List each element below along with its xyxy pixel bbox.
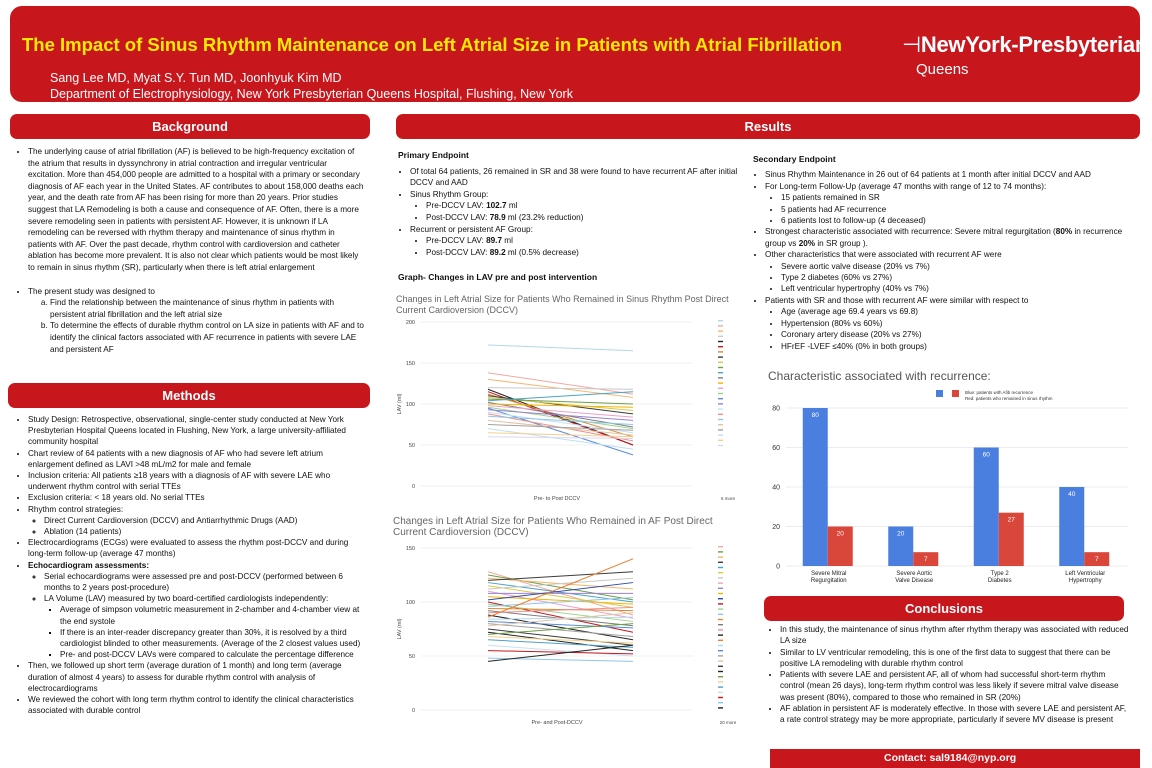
legend-swatch: [718, 619, 723, 620]
bar-value-label: 40: [1068, 491, 1076, 498]
methods-subitem: ◦ Direct Current Cardioversion (DCCV) and Antiarrhythmic Drugs (AAD): [44, 515, 364, 526]
legend-swatch-blue: [936, 390, 943, 397]
secondary-endpoint: [753, 154, 1138, 352]
legend-swatch: [718, 336, 723, 337]
conclusion-item: • In this study, the maintenance of sinus rhythm after rhythm therapy was associated with reduced LA size: [780, 624, 1130, 647]
legend-swatch: [718, 593, 723, 594]
legend-swatch: [718, 671, 723, 672]
secondary-subitem: • Age (average age 69.4 years vs 69.8): [781, 306, 1138, 317]
secondary-subitem: • 6 patients lost to follow-up (4 deceased): [781, 215, 1138, 226]
x-tick-label: Valve Disease: [895, 578, 934, 584]
chart2-line-chart: [393, 540, 738, 736]
y-axis-label: LAV (ml): [397, 393, 403, 415]
conclusion-item: • Similar to LV ventricular remodeling, this is one of the first data to suggest that there can be positive LA remodeling with durable rhythm control: [780, 647, 1130, 670]
legend-text-blue: Blue: patients with Afib recurrence: [965, 390, 1034, 395]
y-tick-label: 150: [405, 546, 415, 552]
conclusion-item: • Patients with severe LAE and persistent AF, all of whom had successful short-term rhythm control (mean 26 days), long-term rhythm control was less likely if severe mitral valve disease was present (80%), compared to those who remained in SR (20%): [780, 669, 1130, 703]
legend-swatch: [718, 440, 723, 441]
y-tick-label: 100: [405, 402, 415, 408]
secondary-item: • Sinus Rhythm Maintenance in 26 out of 64 patients at 1 month after initial DCCV and AAD: [765, 169, 1138, 180]
legend-swatch: [718, 429, 723, 430]
legend-swatch: [718, 414, 723, 415]
logo-mark-icon: ⊣: [902, 32, 921, 57]
legend-swatch: [718, 650, 723, 651]
secondary-subitem: • Severe aortic valve disease (20% vs 7%): [781, 261, 1138, 272]
methods-subsubitem: ▪ If there is an inter-reader discrepancy greater than 30%, it is resolved by a third cardiologist blinded to other measurements. (Average of the 2 closest values used): [60, 627, 364, 649]
series-line: [488, 373, 633, 394]
bar-value-label: 20: [836, 530, 844, 538]
methods-item: • Exclusion criteria: < 18 years old. No serial TTEs: [28, 492, 364, 503]
methods-item: • We reviewed the cohort with long term rhythm control to identify the clinical characteristics associated with durable control: [28, 694, 364, 716]
legend-swatch: [718, 346, 723, 347]
legend-swatch: [718, 393, 723, 394]
legend-swatch: [718, 608, 723, 609]
poster-header: [10, 6, 1149, 102]
series-line: [488, 392, 633, 401]
methods-subitem: ◦ LA Volume (LAV) measured by two board-certified cardiologists independently: ▪ Average of simpson volumetric measurement in 2-chamber and 4-chamber view at the end systole ▪ If there is an inter-reader discrepancy greater than 30%, it is resolved by a third cardiologist blinded to other measurements. (Average of the 2 closest values used) ▪ Pre- and post-DCCV LAVs were compared to calculate the percentage difference: [44, 593, 364, 660]
y-tick-label: 0: [411, 708, 415, 714]
legend-swatch: [718, 577, 723, 578]
secondary-subitem: • HFrEF -LVEF ≤40% (0% in both groups): [781, 341, 1138, 352]
legend-swatch: [718, 645, 723, 646]
x-tick-label: Hypertrophy: [1068, 578, 1102, 584]
affiliation: Department of Electrophysiology, New York Presbyterian Queens Hospital, Flushing, New York: [50, 87, 573, 101]
y-tick-label: 150: [405, 361, 415, 367]
results-heading: Results: [396, 114, 1140, 139]
legend-swatch: [718, 551, 723, 552]
primary-item: • Of total 64 patients, 26 remained in SR and 38 were found to have recurrent AF after initial DCCV and AAD: [410, 166, 738, 189]
y-tick-label: 80: [772, 405, 780, 413]
methods-heading: Methods: [8, 383, 370, 408]
bar-value-label: 20: [897, 530, 905, 538]
y-tick-label: 100: [405, 600, 415, 606]
methods-subitem: ◦ Serial echocardiograms were assessed pre and post-DCCV (performed between 6 months to 2 years post-procedure): [44, 571, 364, 593]
legend-swatch: [718, 351, 723, 352]
x-tick-label: Severe Mitral: [811, 571, 847, 577]
methods-subsubitem: ▪ Average of simpson volumetric measurement in 2-chamber and 4-chamber view at the end systole: [60, 604, 364, 626]
legend-swatch: [718, 598, 723, 599]
aim-a: a. Find the relationship between the maintenance of sinus rhythm in patients with persistent atrial fibrillation and the left atrial size: [50, 297, 364, 320]
legend-swatch: [718, 330, 723, 331]
legend-swatch: [718, 697, 723, 698]
legend-swatch: [718, 562, 723, 563]
legend-swatch: [718, 434, 723, 435]
series-line: [488, 345, 633, 351]
authors: Sang Lee MD, Myat S.Y. Tun MD, Joonhyuk Kim MD: [50, 71, 342, 85]
legend-swatch: [718, 660, 723, 661]
secondary-item: • Other characteristics that were associated with recurrent AF were • Severe aortic valve disease (20% vs 7%) • Type 2 diabetes (60% vs 27%) • Left ventricular hypertrophy (40% vs 7%): [765, 249, 1138, 295]
bar: [803, 408, 828, 566]
background-text: [16, 146, 364, 355]
secondary-item: • For Long-term Follow-Up (average 47 months with range of 12 to 74 months): • 15 patients remained in SR • 5 patients had AF recurrence • 6 patients lost to follow-up (4 deceased): [765, 181, 1138, 227]
secondary-item: • Strongest characteristic associated with recurrence: Severe mitral regurgitation (80% in recurrence group vs 20% in SR group ).: [765, 226, 1138, 249]
methods-item: • Rhythm control strategies: ◦ Direct Current Cardioversion (DCCV) and Antiarrhythmic Drugs (AAD) ◦ Ablation (14 patients): [28, 504, 364, 538]
legend-swatch: [718, 567, 723, 568]
chart2-title: Changes in Left Atrial Size for Patients Who Remained in AF Post Direct Current Cardioversion (DCCV): [393, 516, 713, 538]
chart1-line-chart: [393, 314, 738, 512]
methods-subitem: ◦ Ablation (14 patients): [44, 526, 364, 537]
conclusion-item: • AF ablation in persistent AF is moderately effective. In those with severe LAE and persistent AF, a rate control strategy may be more appropriate, particularly if severe MV disease is present: [780, 703, 1130, 726]
bar-chart-heading: Characteristic associated with recurrence:: [768, 369, 991, 383]
legend-swatch: [718, 686, 723, 687]
legend-swatch: [718, 362, 723, 363]
legend-swatch: [718, 707, 723, 708]
legend-swatch: [718, 681, 723, 682]
authors-block: [50, 70, 573, 102]
legend-swatch: [718, 692, 723, 693]
legend-swatch: [718, 546, 723, 547]
legend-swatch: [718, 408, 723, 409]
y-axis-label: LAV (ml): [397, 618, 403, 640]
primary-endpoint: [398, 150, 738, 284]
logo-name: NewYork-Presbyterian: [920, 32, 1149, 57]
poster-title: The Impact of Sinus Rhythm Maintenance on Left Atrial Size in Patients with Atrial Fibrillation: [22, 34, 842, 55]
legend-swatch: [718, 572, 723, 573]
x-axis-label: Pre- and Post-DCCV: [531, 720, 583, 726]
legend-swatch: [718, 341, 723, 342]
legend-swatch: [718, 676, 723, 677]
legend-swatch: [718, 325, 723, 326]
series-line: [488, 388, 633, 390]
methods-item: • Inclusion criteria: All patients ≥18 years with a diagnosis of AF with severe LAE who underwent rhythm control with serial TTEs: [28, 470, 364, 492]
legend-swatch: [718, 320, 723, 321]
y-tick-label: 40: [772, 484, 780, 492]
bar-value-label: 60: [982, 451, 990, 459]
legend-swatch: [718, 445, 723, 446]
secondary-subitem: • 15 patients remained in SR: [781, 192, 1138, 203]
chart1-title: Changes in Left Atrial Size for Patients Who Remained in Sinus Rhythm Post Direct Current Cardioversion (DCCV): [396, 294, 729, 315]
legend-swatch: [718, 634, 723, 635]
methods-item: • Then, we followed up short term (average duration of 1 month) and long term (average duration of almost 4 years) to assess for durable rhythm control with analysis of electrocardiograms: [28, 660, 364, 694]
y-tick-label: 60: [772, 445, 780, 452]
background-aim: • The present study was designed to a. Find the relationship between the maintenance of sinus rhythm in patients with persistent atrial fibrillation and the left atrial size b. To determine the effects of durable rhythm control on LA size in patients with AF and to identify the clinical factors associated with AF recurrence in patients with severe LAE and persistent AF: [28, 286, 364, 356]
x-tick-label: Type 2: [990, 571, 1009, 577]
af-post: • Post-DCCV LAV: 89.2 ml (0.5% decrease): [426, 247, 738, 259]
legend-swatch: [718, 403, 723, 404]
y-tick-label: 50: [408, 443, 415, 449]
legend-swatch: [718, 367, 723, 368]
primary-endpoint-title: Primary Endpoint: [398, 150, 469, 160]
legend-swatch: [718, 419, 723, 420]
methods-item: • Electrocardiograms (ECGs) were evaluated to assess the rhythm post-DCCV and during long-term follow-up (average 47 months): [28, 537, 364, 559]
legend-swatch-red: [952, 390, 959, 397]
contact-bar: Contact: sal9184@nyp.org: [770, 749, 1140, 768]
methods-item: • Study Design: Retrospective, observational, single-center study conducted at New York Presbyterian Hospital Queens located in Flushing, New York, a large university-affiliated community hospital: [28, 414, 364, 448]
legend-swatch: [718, 614, 723, 615]
legend-more-label: 20 more: [719, 720, 737, 725]
y-tick-label: 0: [411, 484, 415, 490]
secondary-subitem: • Hypertension (80% vs 60%): [781, 318, 1138, 329]
x-tick-label: Severe Aortic: [896, 571, 933, 577]
methods-text: [16, 414, 364, 716]
legend-text-red: Red: patients who remained in sinus rhythm: [965, 396, 1053, 401]
secondary-subitem: • Coronary artery disease (20% vs 27%): [781, 329, 1138, 340]
secondary-subitem: • Type 2 diabetes (60% vs 27%): [781, 272, 1138, 283]
legend-swatch: [718, 388, 723, 389]
legend-swatch: [718, 398, 723, 399]
x-tick-label: Diabetes: [987, 578, 1012, 584]
legend-swatch: [718, 603, 723, 604]
secondary-subitem: • 5 patients had AF recurrence: [781, 204, 1138, 215]
y-tick-label: 20: [772, 524, 780, 531]
x-axis-label: Pre- to Post DCCV: [533, 496, 581, 502]
legend-swatch: [718, 372, 723, 373]
legend-swatch: [718, 640, 723, 641]
methods-item: • Chart review of 64 patients with a new diagnosis of AF who had severe left atrium enlargement defined as LAVI >48 mL/m2 for male and female: [28, 448, 364, 470]
sr-post: • Post-DCCV LAV: 78.9 ml (23.2% reduction): [426, 212, 738, 224]
bar-value-label: 7: [923, 556, 928, 564]
legend-swatch: [718, 629, 723, 630]
legend-swatch: [718, 556, 723, 557]
methods-item: • Echocardiogram assessments: ◦ Serial echocardiograms were assessed pre and post-DCCV (performed between 6 months to 2 years post-procedure) ◦ LA Volume (LAV) measured by two board-certified cardiologists independently: ▪ Average of simpson volumetric measurement in 2-chamber and 4-chamber view at the end systole ▪ If there is an inter-reader discrepancy greater than 30%, it is resolved by a third cardiologist blinded to other measurements. (Average of the 2 closest values used) ▪ Pre- and post-DCCV LAVs were compared to calculate the percentage difference: [28, 560, 364, 661]
conclusions-heading: Conclusions: [764, 596, 1124, 621]
legend-swatch: [718, 655, 723, 656]
secondary-item: • Patients with SR and those with recurrent AF were similar with respect to • Age (average age 69.4 years vs 69.8) • Hypertension (80% vs 60%) • Coronary artery disease (20% vs 27%) • HFrEF -LVEF ≤40% (0% in both groups): [765, 295, 1138, 352]
primary-item: • Recurrent or persistent AF Group: • Pre-DCCV LAV: 89.7 ml • Post-DCCV LAV: 89.2 ml (0.5% decrease): [410, 224, 738, 259]
af-pre: • Pre-DCCV LAV: 89.7 ml: [426, 235, 738, 247]
bar-value-label: 80: [811, 412, 819, 419]
primary-item: • Sinus Rhythm Group: • Pre-DCCV LAV: 102.7 ml • Post-DCCV LAV: 78.9 ml (23.2% reduction): [410, 189, 738, 224]
y-tick-label: 0: [776, 563, 780, 571]
legend-swatch: [718, 702, 723, 703]
methods-subsubitem: ▪ Pre- and post-DCCV LAVs were compared to calculate the percentage difference: [60, 649, 364, 660]
legend-swatch: [718, 624, 723, 625]
legend-swatch: [718, 582, 723, 583]
nyp-logo: [902, 32, 1148, 78]
x-tick-label: Left Ventricular: [1065, 571, 1106, 577]
bar: [974, 448, 999, 567]
legend-swatch: [718, 424, 723, 425]
series-line: [488, 572, 633, 581]
legend-swatch: [718, 356, 723, 357]
sr-pre: • Pre-DCCV LAV: 102.7 ml: [426, 200, 738, 212]
y-tick-label: 50: [408, 654, 415, 660]
conclusions-text: [768, 624, 1130, 726]
legend-swatch: [718, 666, 723, 667]
legend-swatch: [718, 382, 723, 383]
bar-value-label: 7: [1094, 556, 1099, 564]
bar: [1059, 487, 1084, 566]
secondary-subitem: • Left ventricular hypertrophy (40% vs 7%): [781, 283, 1138, 294]
background-heading: Background: [10, 114, 370, 139]
graph-title: Graph- Changes in LAV pre and post intervention: [398, 272, 598, 283]
logo-sub: Queens: [916, 61, 969, 78]
legend-more-label: 6 more: [720, 496, 736, 501]
legend-swatch: [718, 588, 723, 589]
background-paragraph: • The underlying cause of atrial fibrillation (AF) is believed to be high-frequency excitation of the atrium that results in dyssynchrony in atrial contraction and irregular ventricular excitation. More than 454,000 people are admitted to a hospital with a primary or secondary diagnosis of AF each year in the United States. AF contributes to about 158,000 deaths each year, and the death rate from AF has been rising for more than 20 years. Prior studies suggest that LA Remodeling is both a cause and consequence of AF. Often, there is a more severe remodeling seen in patients with persistent AF. However, it is unknown if LA remodeling can be reversed with rhythm therapy and maintenance of sinus rhythm in patients with AF. Over the past decade, rhythm control with cardioversion and catheter ablation has become more prevalent. It is also not clear which patients would be most likely to remain in sinus rhythm (SR), particularly when there is left atrial enlargement: [28, 146, 364, 274]
legend-swatch: [718, 377, 723, 378]
bar-chart: [756, 384, 1138, 590]
aim-b: b. To determine the effects of durable rhythm control on LA size in patients with AF and to identify the clinical factors associated with AF recurrence in patients with severe LAE and persistent AF: [50, 320, 364, 355]
x-tick-label: Regurgitation: [810, 578, 847, 584]
bar-value-label: 27: [1007, 516, 1015, 524]
secondary-endpoint-title: Secondary Endpoint: [753, 154, 836, 164]
y-tick-label: 200: [405, 320, 415, 326]
